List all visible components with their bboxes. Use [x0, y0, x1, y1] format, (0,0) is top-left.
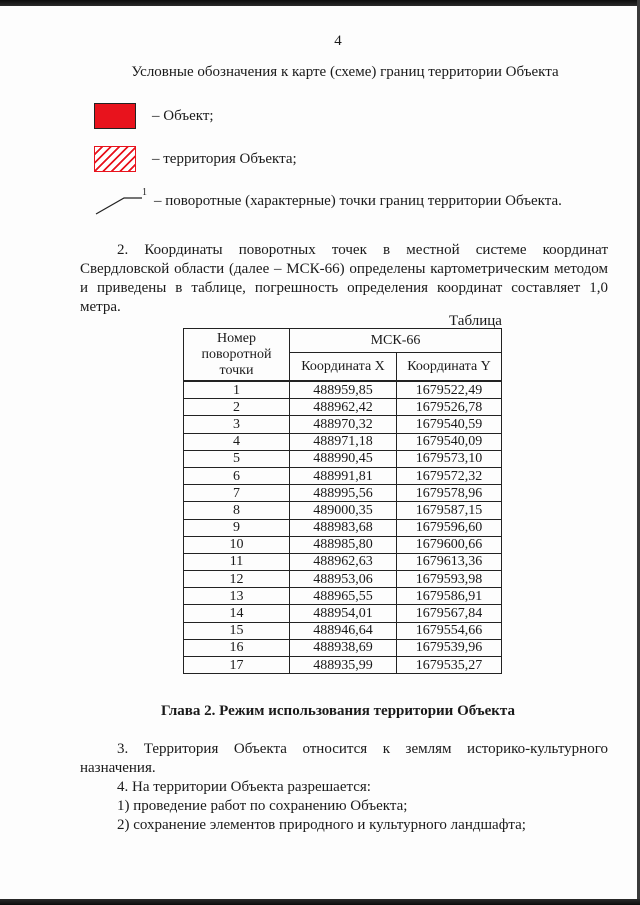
turning-point-line-icon [94, 186, 152, 216]
cell-coordinate-y: 1679578,96 [397, 485, 502, 502]
cell-point-number: 6 [184, 467, 290, 484]
cell-coordinate-y: 1679535,27 [397, 657, 502, 674]
header-coordinate-x: Координата X [290, 353, 397, 382]
table-row [184, 485, 502, 502]
cell-coordinate-y: 1679593,98 [397, 571, 502, 588]
cell-coordinate-x: 488954,01 [290, 605, 397, 622]
table-row [184, 502, 502, 519]
cell-coordinate-y: 1679596,60 [397, 519, 502, 536]
list-item: 2) сохранение элементов природного и культурного ландшафта; [117, 817, 526, 833]
cell-coordinate-x: 488970,32 [290, 416, 397, 433]
cell-point-number: 3 [184, 416, 290, 433]
table-row [184, 588, 502, 605]
legend-item-turning-points [94, 186, 562, 216]
cell-coordinate-y: 1679554,66 [397, 622, 502, 639]
cell-coordinate-y: 1679567,84 [397, 605, 502, 622]
cell-coordinate-x: 488971,18 [290, 433, 397, 450]
cell-coordinate-x: 489000,35 [290, 502, 397, 519]
cell-coordinate-y: 1679613,36 [397, 553, 502, 570]
cell-coordinate-x: 488991,81 [290, 467, 397, 484]
cell-point-number: 14 [184, 605, 290, 622]
list-item: 1) проведение работ по сохранению Объекта; [117, 798, 408, 814]
legend-item-label: – Объект; [152, 107, 214, 124]
legend-item-label: – поворотные (характерные) точки границ территории Объекта. [154, 192, 562, 209]
table-row [184, 433, 502, 450]
table-row [184, 519, 502, 536]
cell-coordinate-x: 488995,56 [290, 485, 397, 502]
cell-coordinate-x: 488983,68 [290, 519, 397, 536]
cell-coordinate-y: 1679587,15 [397, 502, 502, 519]
header-coordinate-y: Координата Y [397, 353, 502, 382]
cell-point-number: 4 [184, 433, 290, 450]
table-row [184, 416, 502, 433]
cell-coordinate-y: 1679522,49 [397, 381, 502, 399]
legend-item-object [94, 103, 214, 129]
cell-point-number: 16 [184, 639, 290, 656]
cell-point-number: 2 [184, 399, 290, 416]
table-row [184, 381, 502, 399]
cell-coordinate-x: 488959,85 [290, 381, 397, 399]
scan-top-edge [0, 0, 640, 6]
cell-point-number: 8 [184, 502, 290, 519]
cell-coordinate-x: 488990,45 [290, 450, 397, 467]
page-number: 4 [334, 33, 342, 49]
table-row [184, 605, 502, 622]
cell-point-number: 15 [184, 622, 290, 639]
table-caption: Таблица [449, 313, 502, 329]
header-point-number: Номер поворотной точки [184, 329, 290, 382]
cell-point-number: 1 [184, 381, 290, 399]
coordinates-table [183, 328, 502, 674]
table-row [184, 657, 502, 674]
cell-coordinate-y: 1679600,66 [397, 536, 502, 553]
cell-coordinate-y: 1679572,32 [397, 467, 502, 484]
paragraph-permitted: 4. На территории Объекта разрешается: [117, 779, 371, 795]
table-row [184, 553, 502, 570]
header-coordinate-system: МСК-66 [290, 329, 502, 353]
table-row [184, 639, 502, 656]
cell-point-number: 7 [184, 485, 290, 502]
cell-coordinate-x: 488962,63 [290, 553, 397, 570]
table-row [184, 450, 502, 467]
table-row [184, 571, 502, 588]
cell-point-number: 11 [184, 553, 290, 570]
permitted-activities [80, 778, 608, 835]
cell-coordinate-y: 1679539,96 [397, 639, 502, 656]
table-row [184, 536, 502, 553]
cell-coordinate-x: 488938,69 [290, 639, 397, 656]
cell-point-number: 5 [184, 450, 290, 467]
turning-point-number: 1 [142, 187, 147, 198]
cell-point-number: 17 [184, 657, 290, 674]
chapter-title: Глава 2. Режим использования территории Объекта [161, 703, 515, 719]
legend-item-territory [94, 146, 297, 172]
table-row [184, 399, 502, 416]
table-row [184, 622, 502, 639]
cell-coordinate-y: 1679586,91 [397, 588, 502, 605]
cell-point-number: 10 [184, 536, 290, 553]
legend-title: Условные обозначения к карте (схеме) границ территории Объекта [131, 64, 559, 80]
cell-coordinate-x: 488946,64 [290, 622, 397, 639]
cell-coordinate-x: 488985,80 [290, 536, 397, 553]
red-filled-rectangle-icon [94, 103, 136, 129]
cell-coordinate-x: 488965,55 [290, 588, 397, 605]
cell-coordinate-y: 1679540,09 [397, 433, 502, 450]
cell-coordinate-y: 1679540,59 [397, 416, 502, 433]
cell-coordinate-y: 1679573,10 [397, 450, 502, 467]
red-hatched-rectangle-icon [94, 146, 136, 172]
cell-coordinate-x: 488935,99 [290, 657, 397, 674]
cell-point-number: 12 [184, 571, 290, 588]
cell-point-number: 13 [184, 588, 290, 605]
legend-item-label: – территория Объекта; [152, 150, 297, 167]
paragraph-coordinates: 2. Координаты поворотных точек в местной системе координат Свердловской области (далее – МСК-66) определены картометрическим методом и приведены в таблице, погрешность определения координат составляет 1,0 метра. [80, 242, 608, 315]
scan-bottom-edge [0, 899, 640, 905]
table-body [184, 381, 502, 674]
cell-coordinate-x: 488953,06 [290, 571, 397, 588]
table-row [184, 467, 502, 484]
paragraph-land-category: 3. Территория Объекта относится к землям историко-культурного назначения. [80, 741, 608, 776]
cell-point-number: 9 [184, 519, 290, 536]
cell-coordinate-y: 1679526,78 [397, 399, 502, 416]
cell-coordinate-x: 488962,42 [290, 399, 397, 416]
